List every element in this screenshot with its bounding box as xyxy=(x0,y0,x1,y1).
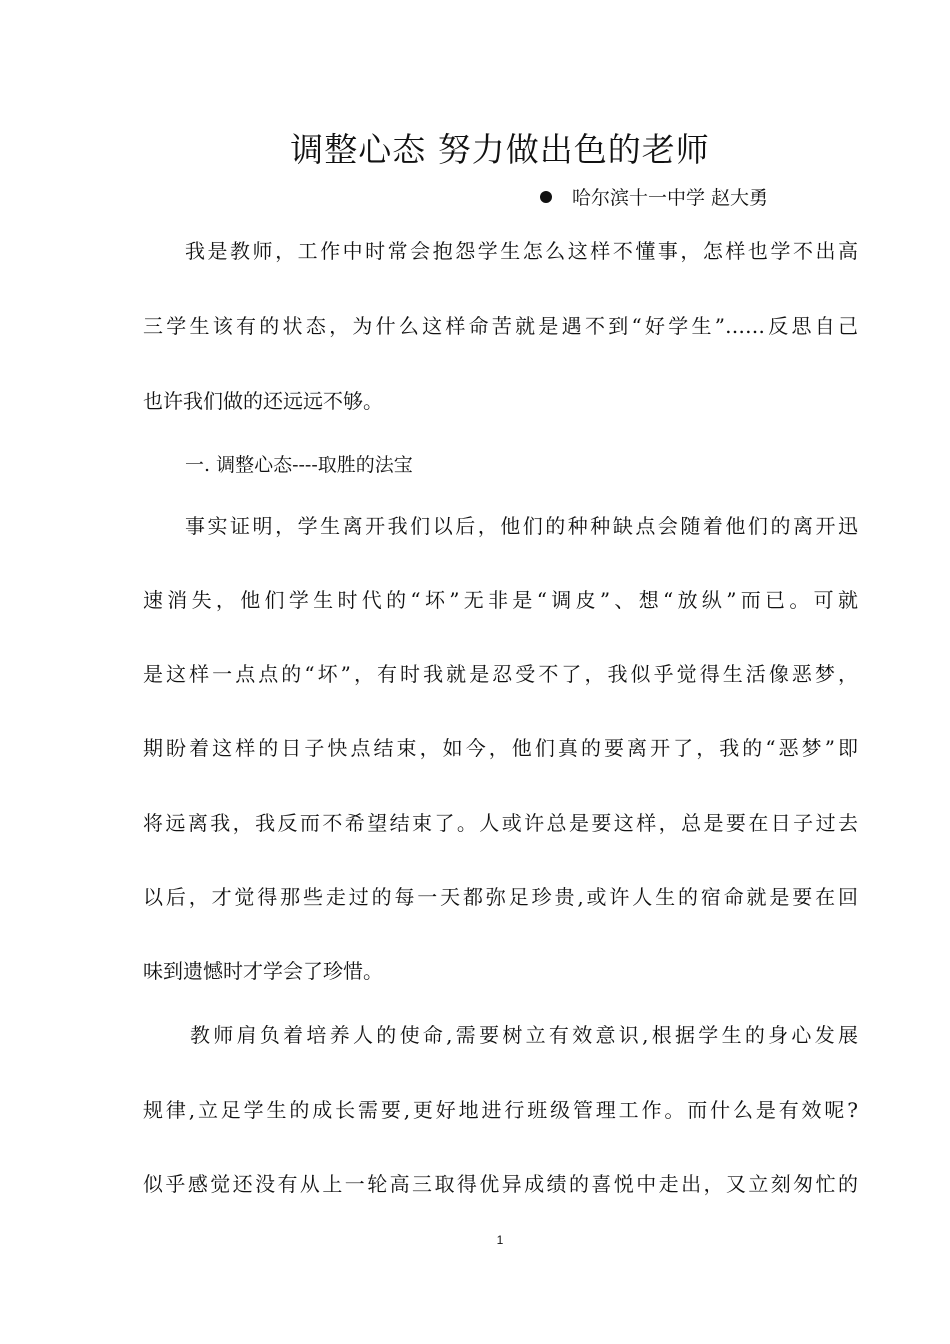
paragraph-2-line-7: 味到遗憾时才学会了珍惜。 xyxy=(143,959,383,983)
author-name: 哈尔滨十一中学 赵大勇 xyxy=(572,187,769,209)
paragraph-3-line-3: 似乎感觉还没有从上一轮高三取得优异成绩的喜悦中走出，又立刻匆忙的 xyxy=(143,1172,858,1196)
paragraph-2-line-1: 事实证明，学生离开我们以后，他们的种种缺点会随着他们的离开迅 xyxy=(185,514,858,538)
paragraph-1-line-1: 我是教师，工作中时常会抱怨学生怎么这样不懂事，怎样也学不出高 xyxy=(185,239,858,263)
paragraph-3-line-1: 教师肩负着培养人的使命,需要树立有效意识,根据学生的身心发展 xyxy=(190,1023,858,1047)
page-number: 1 xyxy=(496,1233,504,1247)
author-line xyxy=(540,184,768,212)
paragraph-2-line-2: 速消失，他们学生时代的“坏”无非是“调皮”、想“放纵”而已。可就 xyxy=(143,588,858,612)
bullet-dot-icon xyxy=(540,191,552,203)
paragraph-2-line-5: 将远离我，我反而不希望结束了。人或许总是要这样，总是要在日子过去 xyxy=(143,811,858,835)
section-heading: 一. 调整心态----取胜的法宝 xyxy=(185,454,413,476)
paragraph-2-line-4: 期盼着这样的日子快点结束，如今，他们真的要离开了，我的“恶梦”即 xyxy=(143,736,858,760)
paragraph-2-line-6: 以后，才觉得那些走过的每一天都弥足珍贵,或许人生的宿命就是要在回 xyxy=(143,885,858,909)
paragraph-2-line-3: 是这样一点点的“坏”，有时我就是忍受不了，我似乎觉得生活像恶梦， xyxy=(143,662,858,686)
paragraph-3-line-2: 规律,立足学生的成长需要,更好地进行班级管理工作。而什么是有效呢? xyxy=(143,1098,858,1122)
paragraph-1-line-2: 三学生该有的状态，为什么这样命苦就是遇不到“好学生”……反思自己 xyxy=(143,314,858,338)
paragraph-1-line-3: 也许我们做的还远远不够。 xyxy=(143,389,383,413)
document-title: 调整心态 努力做出色的老师 xyxy=(290,130,710,169)
